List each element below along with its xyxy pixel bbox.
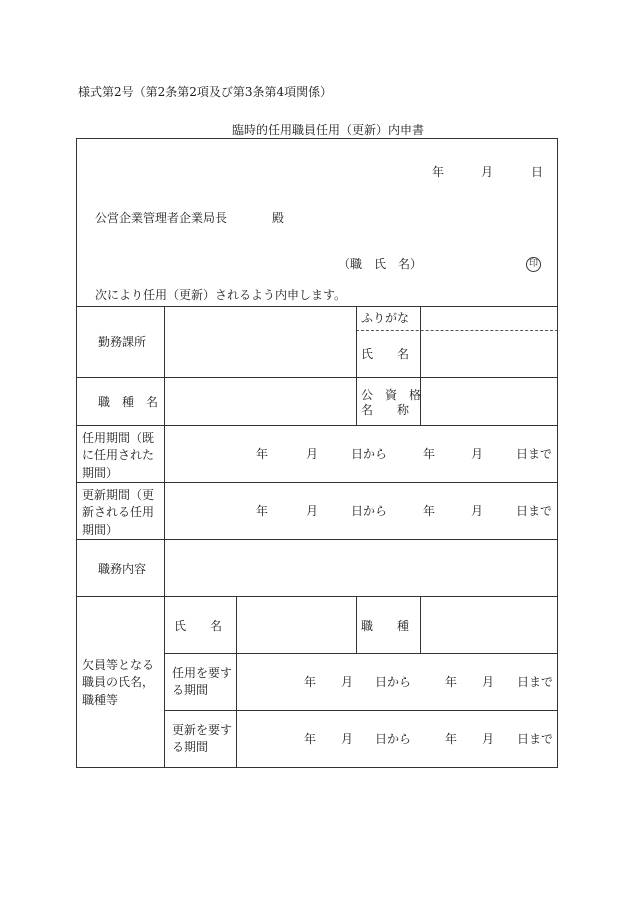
period-year: 年 [256,447,269,461]
period-until: 日まで [516,504,553,518]
addressee: 公営企業管理者企業局長 [95,211,228,225]
name-label: 氏 名 [361,347,410,361]
qualification-label-line1: 公 資 格 [361,388,422,402]
row-divider [76,377,558,378]
column-divider [420,596,421,653]
period-month: 月 [482,675,495,689]
job-type-label: 職 種 名 [98,395,159,409]
row-divider [164,710,558,711]
period-year: 年 [304,732,317,746]
column-divider [236,596,237,768]
period-year: 年 [256,504,269,518]
appoint-need-label: 任用を要する期間 [172,666,233,698]
period-month: 月 [341,675,354,689]
furigana-label: ふりがな [361,311,410,325]
row-divider [76,596,558,597]
vacancy-name-label: 氏 名 [174,619,223,633]
period-from: 日から [351,504,388,518]
period-year: 年 [423,504,436,518]
period-month: 月 [306,447,319,461]
row-divider [164,653,558,654]
period-until: 日まで [517,732,554,746]
column-divider [420,306,421,425]
form-number: 様式第2号（第2条第2項及び第3条第4項関係） [78,85,333,99]
appointment-period-label: 任用期間（既に任用された期間） [82,431,155,480]
workplace-label: 勤務課所 [98,335,147,349]
row-divider [76,306,558,307]
date-day-label: 日 [531,165,544,179]
period-from: 日から [375,675,412,689]
period-year: 年 [445,675,458,689]
period-until: 日まで [516,447,553,461]
column-divider [356,306,357,425]
applicant-name-label: （職 氏 名） [338,257,423,271]
period-from: 日から [375,732,412,746]
document-title: 臨時的任用職員任用（更新）内申書 [232,123,425,137]
renewal-period-label: 更新期間（更新される任用期間） [82,488,155,537]
period-month: 月 [482,732,495,746]
period-month: 月 [471,447,484,461]
row-divider [76,425,558,426]
vacancy-label: 欠員等となる職員の氏名，職種等 [82,658,155,707]
renew-need-label: 更新を要する期間 [172,723,233,755]
qualification-label-line2: 名 称 [361,403,410,417]
period-month: 月 [306,504,319,518]
duties-label: 職務内容 [98,562,147,576]
period-from: 日から [351,447,388,461]
date-year-label: 年 [432,165,445,179]
label-column-divider [164,306,165,768]
honorific: 殿 [272,211,285,225]
vacancy-job-label: 職 種 [361,619,410,633]
column-divider [356,596,357,653]
period-year: 年 [304,675,317,689]
seal-icon: 印 [526,257,541,272]
period-month: 月 [471,504,484,518]
period-year: 年 [423,447,436,461]
statement-text: 次により任用（更新）されるよう内申します。 [95,288,347,302]
period-month: 月 [341,732,354,746]
period-until: 日まで [517,675,554,689]
furigana-dashed-divider [356,330,558,331]
date-month-label: 月 [481,165,494,179]
period-year: 年 [445,732,458,746]
